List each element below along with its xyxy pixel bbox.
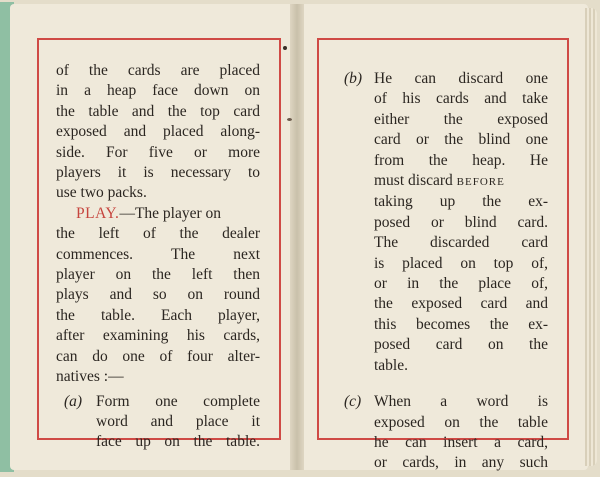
- text-line: exposed on the table: [374, 413, 548, 431]
- text-line: taking up the ex-: [374, 193, 548, 211]
- text-line: the table and the top card: [56, 102, 260, 120]
- text-line: after examining his cards,: [56, 327, 260, 345]
- text-line: natives :—: [56, 368, 124, 386]
- text-line: he can insert a card,: [374, 433, 548, 451]
- right-page-text: [334, 69, 548, 474]
- text-line: in a heap face down on: [56, 82, 260, 100]
- text-line: either the exposed: [374, 110, 548, 128]
- item-body: [96, 392, 260, 453]
- item-body: [374, 69, 548, 376]
- text-line: When a word is: [374, 393, 548, 411]
- text-line: can do one of four alter-: [56, 347, 260, 365]
- text-line: from the heap. He: [374, 151, 548, 169]
- text-line: the exposed card and: [374, 295, 548, 313]
- text-line: of the cards are placed: [56, 62, 260, 79]
- text-line: plays and so on round: [56, 286, 260, 304]
- text-line: The discarded card: [374, 234, 548, 252]
- left-page-text: [56, 61, 260, 453]
- item-body: [374, 392, 548, 474]
- text-line: or in the place of,: [374, 275, 548, 293]
- text-line: exposed and placed along-: [56, 123, 260, 141]
- paragraph-gap: [334, 376, 548, 392]
- text-line: posed or blind card.: [374, 213, 548, 231]
- text-fragment: must discard: [374, 172, 453, 190]
- play-paragraph-start: [56, 204, 260, 224]
- list-item-a: [56, 392, 260, 453]
- text-line: [374, 171, 548, 192]
- text-line: side. For five or more: [56, 143, 260, 161]
- page-edges: [585, 8, 597, 466]
- text-line: of his cards and take: [374, 90, 548, 108]
- text-line: use two packs.: [56, 184, 147, 202]
- before-word: BEFORE: [456, 176, 505, 189]
- text-line: this becomes the ex-: [374, 315, 548, 333]
- text-line: —The player on: [119, 204, 222, 222]
- text-line: player on the left then: [56, 266, 260, 284]
- item-marker: (b): [344, 70, 363, 87]
- text-line: table.: [374, 356, 408, 374]
- text-line: word and place it: [96, 412, 260, 430]
- book-gutter: [290, 4, 304, 470]
- binding-staple: [283, 46, 287, 50]
- item-marker: (c): [344, 393, 362, 411]
- list-item-b: [334, 69, 548, 376]
- item-marker: (a): [64, 392, 83, 410]
- text-line: the table. Each player,: [56, 306, 260, 324]
- text-line: Form one complete: [96, 392, 260, 410]
- text-line: is placed on top of,: [374, 254, 548, 272]
- list-item-c: [334, 392, 548, 474]
- text-line: posed card on the: [374, 336, 548, 354]
- text-line: players it is necessary to: [56, 164, 260, 182]
- text-line: or cards, in any such: [374, 454, 548, 472]
- text-line: the left of the dealer: [56, 225, 260, 243]
- text-line: card or the blind one: [374, 131, 548, 149]
- text-line: He can discard one: [374, 70, 548, 87]
- play-heading: PLAY.: [76, 204, 120, 222]
- text-line: commences. The next: [56, 245, 260, 263]
- text-line: face up on the table.: [96, 433, 260, 451]
- binding-staple: [287, 118, 292, 121]
